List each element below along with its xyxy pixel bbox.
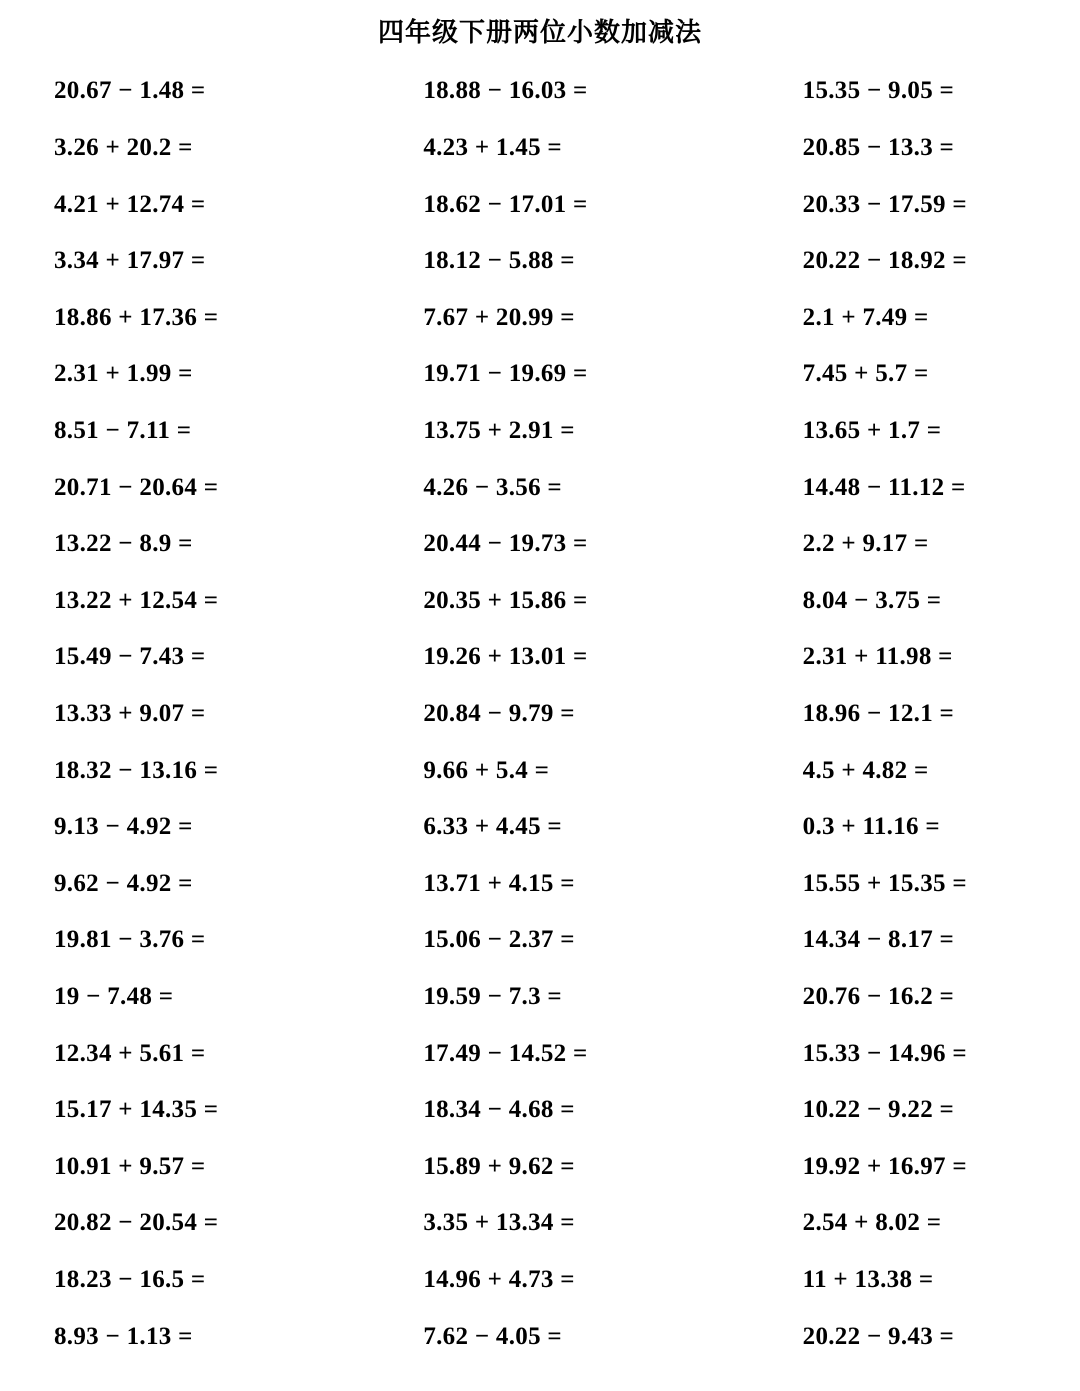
problem-item: 3.35 + 13.34 = <box>423 1209 575 1237</box>
problem-item: 19.81 − 3.76 = <box>54 926 206 954</box>
problem-item: 13.22 − 8.9 = <box>54 530 193 558</box>
page-title: 四年级下册两位小数加减法 <box>377 18 702 48</box>
problem-item: 15.49 − 7.43 = <box>54 643 206 671</box>
problem-item: 2.31 + 1.99 = <box>54 360 193 388</box>
problem-item: 3.26 + 20.2 = <box>54 134 193 162</box>
problem-item: 20.76 − 16.2 = <box>802 982 955 1010</box>
problem-item: 13.65 + 1.7 = <box>802 417 942 445</box>
problem-item: 20.84 − 9.79 = <box>423 700 575 728</box>
problem-item: 18.32 − 13.16 = <box>54 756 219 784</box>
problem-item: 20.67 − 1.48 = <box>54 77 206 105</box>
problem-item: 9.66 + 5.4 = <box>423 756 550 784</box>
problem-item: 11 + 13.38 = <box>802 1265 934 1293</box>
problem-item: 2.1 + 7.49 = <box>802 303 929 331</box>
problem-item: 0.3 + 11.16 = <box>802 813 940 841</box>
problem-item: 8.51 − 7.11 = <box>54 417 192 445</box>
problem-item: 12.34 + 5.61 = <box>54 1039 206 1067</box>
problem-item: 20.82 − 20.54 = <box>54 1209 219 1237</box>
problem-item: 20.44 − 19.73 = <box>423 530 588 558</box>
problem-item: 18.62 − 17.01 = <box>423 190 588 218</box>
problem-item: 13.75 + 2.91 = <box>423 417 575 445</box>
problem-item: 18.12 − 5.88 = <box>423 247 575 275</box>
problem-item: 20.33 − 17.59 = <box>802 190 967 218</box>
problem-item: 7.62 − 4.05 = <box>423 1322 562 1350</box>
problem-item: 15.33 − 14.96 = <box>802 1039 967 1067</box>
problem-item: 18.96 − 12.1 = <box>802 700 955 728</box>
problem-item: 14.34 − 8.17 = <box>802 926 955 954</box>
problem-item: 2.2 + 9.17 = <box>802 530 929 558</box>
problem-item: 20.22 − 9.43 = <box>802 1322 955 1350</box>
problem-item: 18.86 + 17.36 = <box>54 303 219 331</box>
problem-item: 4.5 + 4.82 = <box>802 756 929 784</box>
problem-item: 20.85 − 13.3 = <box>802 134 955 162</box>
problem-item: 15.06 − 2.37 = <box>423 926 575 954</box>
problem-item: 10.22 − 9.22 = <box>802 1096 955 1124</box>
problem-item: 17.49 − 14.52 = <box>423 1039 588 1067</box>
problem-item: 14.96 + 4.73 = <box>423 1265 575 1293</box>
problem-item: 15.35 − 9.05 = <box>802 77 955 105</box>
problem-item: 20.71 − 20.64 = <box>54 473 219 501</box>
problem-item: 8.04 − 3.75 = <box>802 586 942 614</box>
problem-item: 6.33 + 4.45 = <box>423 813 562 841</box>
problem-item: 2.31 + 11.98 = <box>802 643 953 671</box>
problem-item: 10.91 + 9.57 = <box>54 1152 206 1180</box>
problem-item: 20.22 − 18.92 = <box>802 247 967 275</box>
problem-item: 4.21 + 12.74 = <box>54 190 206 218</box>
problem-item: 19.26 + 13.01 = <box>423 643 588 671</box>
problem-item: 2.54 + 8.02 = <box>802 1209 942 1237</box>
problem-item: 18.23 − 16.5 = <box>54 1265 206 1293</box>
problem-item: 4.26 − 3.56 = <box>423 473 562 501</box>
problem-item: 13.33 + 9.07 = <box>54 700 206 728</box>
problem-item: 15.55 + 15.35 = <box>802 869 967 897</box>
problem-item: 15.89 + 9.62 = <box>423 1152 575 1180</box>
problem-grid <box>40 63 1040 1365</box>
problem-item: 9.13 − 4.92 = <box>54 813 193 841</box>
problem-item: 13.71 + 4.15 = <box>423 869 575 897</box>
problem-item: 13.22 + 12.54 = <box>54 586 219 614</box>
problem-item: 7.67 + 20.99 = <box>423 303 575 331</box>
problem-item: 19.92 + 16.97 = <box>802 1152 967 1180</box>
problem-item: 14.48 − 11.12 = <box>802 473 966 501</box>
problem-item: 18.88 − 16.03 = <box>423 77 588 105</box>
problem-item: 19.71 − 19.69 = <box>423 360 588 388</box>
problem-item: 19.59 − 7.3 = <box>423 982 562 1010</box>
problem-item: 8.93 − 1.13 = <box>54 1322 193 1350</box>
problem-item: 7.45 + 5.7 = <box>802 360 929 388</box>
problem-item: 4.23 + 1.45 = <box>423 134 562 162</box>
problem-item: 19 − 7.48 = <box>54 982 174 1010</box>
problem-item: 18.34 − 4.68 = <box>423 1096 575 1124</box>
problem-item: 9.62 − 4.92 = <box>54 869 193 897</box>
problem-item: 15.17 + 14.35 = <box>54 1096 219 1124</box>
problem-item: 20.35 + 15.86 = <box>423 586 588 614</box>
problem-item: 3.34 + 17.97 = <box>54 247 206 275</box>
